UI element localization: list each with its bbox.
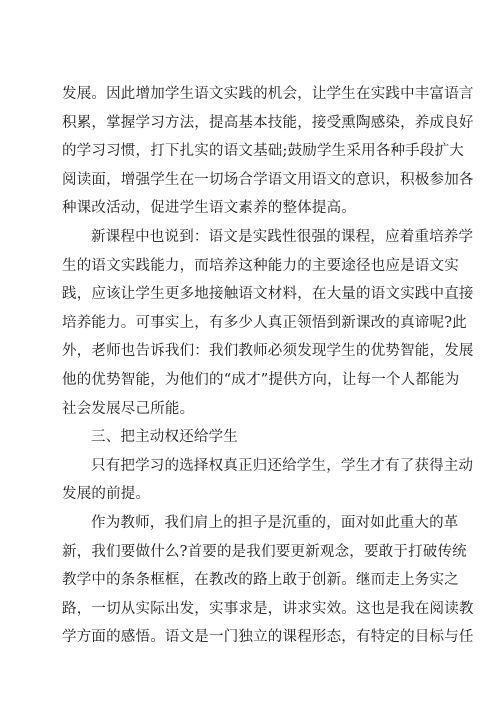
document-body xyxy=(62,80,474,652)
text-line: 外，老师也告诉我们：我们教师必须发现学生的优势智能，发展 xyxy=(62,343,474,360)
text-line: 社会发展尽己所能。 xyxy=(62,400,195,417)
text-line: 只有把学习的选择权真正归还给学生，学生才有了获得主动 xyxy=(91,457,474,474)
text-line: 学方面的感悟。语文是一门独立的课程形态，有特定的目标与任 xyxy=(62,629,474,646)
text-line: 培养能力。可事实上，有多少人真正领悟到新课改的真谛呢?此 xyxy=(62,314,467,331)
text-line: 种课改活动，促进学生语文素养的整体提高。 xyxy=(62,200,356,217)
text-line: 作为教师，我们肩上的担子是沉重的，面对如此重大的革 xyxy=(91,514,459,531)
section-heading: 三、把主动权还给学生 xyxy=(91,429,238,446)
text-line: 教学中的条条框框，在教改的路上敢于创新。继而走上务实之 xyxy=(62,572,459,589)
text-line: 新课程中也说到：语文是实践性很强的课程，应着重培养学 xyxy=(91,228,474,245)
text-line: 新，我们要做什么?首要的是我们要更新观念，要敢于打破传统 xyxy=(62,543,467,560)
text-line: 发展。因此增加学生语文实践的机会，让学生在实践中丰富语言 xyxy=(62,86,474,102)
text-line: 他的优势智能，为他们的“成才”提供方向，让每一个人都能为 xyxy=(62,371,460,388)
text-line: 生的语文实践能力，而培养这种能力的主要途径也应是语文实 xyxy=(62,257,459,274)
text-line: 阅读面，增强学生在一切场合学语文用语文的意识，积极参加各 xyxy=(62,171,474,188)
text-line: 践，应该让学生更多地接触语文材料，在大量的语文实践中直接 xyxy=(62,286,474,303)
text-line: 发展的前提。 xyxy=(62,486,151,503)
text-line: 路，一切从实际出发，实事求是，讲求实效。这也是我在阅读教 xyxy=(62,600,474,617)
text-line: 的学习习惯，打下扎实的语文基础;鼓励学生采用各种手段扩大 xyxy=(62,143,464,160)
text-line: 积累，掌握学习方法，提高基本技能，接受熏陶感染，养成良好 xyxy=(62,114,474,131)
